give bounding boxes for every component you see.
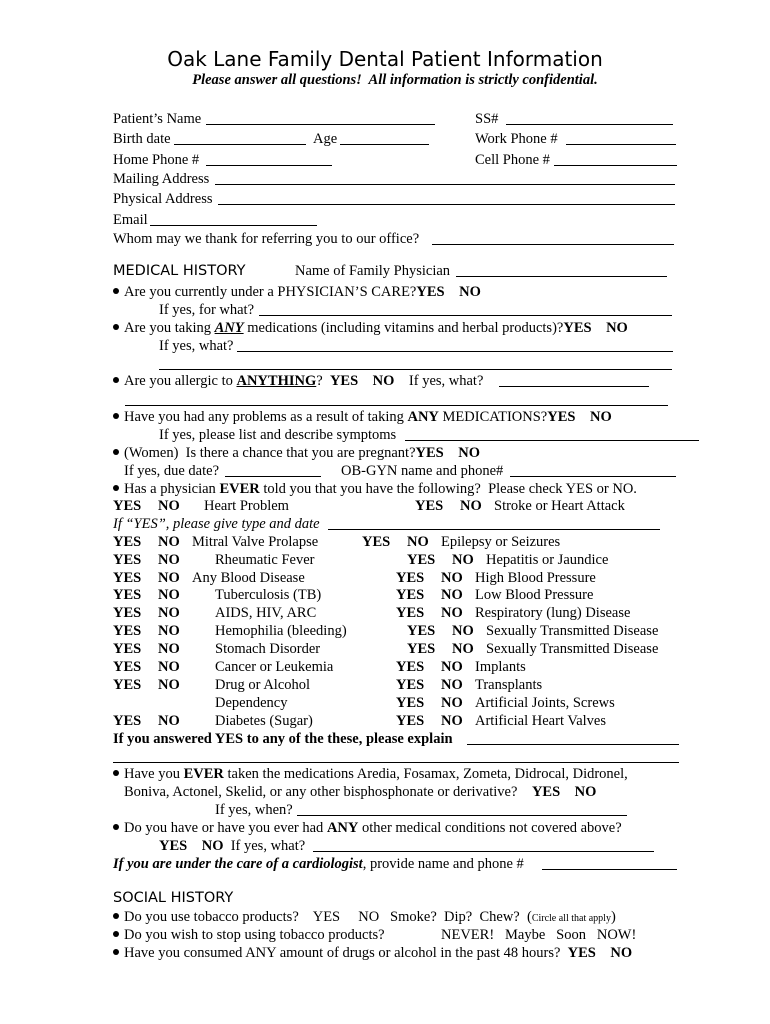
bullet-icon: [113, 931, 119, 937]
physical-address-label: Physical Address: [113, 191, 213, 207]
condition-label: Diabetes (Sugar): [215, 713, 313, 729]
social-history-heading: SOCIAL HISTORY: [113, 890, 234, 906]
condition-label: Transplants: [475, 677, 543, 693]
condition-label: Mitral Valve Prolapse: [192, 534, 319, 550]
allergic-extra-line[interactable]: [125, 405, 668, 406]
no-option[interactable]: NO: [459, 284, 481, 300]
question-problems: Have you had any problems as a result of taking ANY MEDICATIONS?YES NO: [113, 408, 612, 426]
email-label: Email: [113, 212, 148, 228]
age-field[interactable]: [340, 144, 429, 145]
question-bisphosphonate: Have you EVER taken the medications Aredia, Fosamax, Zometa, Didrocal, Didronel,: [113, 765, 628, 783]
cell-phone-label: Cell Phone #: [475, 152, 550, 168]
mailing-address-field[interactable]: [215, 184, 675, 185]
no-option[interactable]: NO: [372, 373, 395, 389]
condition-label: Tuberculosis (TB): [215, 587, 322, 603]
bullet-icon: [113, 377, 119, 383]
no-option[interactable]: NO: [201, 838, 224, 854]
bullet-icon: [113, 949, 119, 955]
condition-label: Dependency: [215, 695, 288, 711]
condition-no[interactable]: NO: [158, 677, 180, 693]
cell-phone-field[interactable]: [554, 165, 677, 166]
bullet-icon: [113, 449, 119, 455]
form-subtitle: Please answer all questions! All information is strictly confidential.: [192, 72, 598, 88]
birth-date-field[interactable]: [174, 144, 306, 145]
obgyn-field[interactable]: [510, 476, 676, 477]
condition-no[interactable]: NO: [452, 623, 474, 639]
care-ifyes-label: If yes, for what?: [159, 302, 255, 318]
no-option[interactable]: NO: [458, 445, 480, 461]
yes-option[interactable]: YES: [547, 409, 576, 425]
condition-label: Sexually Transmitted Disease: [486, 641, 659, 657]
cardiologist-label: If you are under the care of a cardiologist, provide name and phone #: [113, 856, 524, 872]
referral-field[interactable]: [432, 244, 674, 245]
condition-no[interactable]: NO: [158, 570, 180, 586]
condition-no[interactable]: NO: [158, 534, 180, 550]
condition-yes[interactable]: YES: [396, 713, 425, 729]
stop-options[interactable]: NEVER! Maybe Soon NOW!: [441, 927, 637, 943]
bullet-icon: [113, 824, 119, 830]
condition-label: Stomach Disorder: [215, 641, 321, 657]
no-option[interactable]: NO: [606, 320, 628, 336]
condition-label: Respiratory (lung) Disease: [475, 605, 631, 621]
condition-label: Heart Problem: [204, 498, 289, 514]
problems-ifyes-label: If yes, please list and describe symptoms: [159, 427, 397, 443]
condition-label: Rheumatic Fever: [215, 552, 315, 568]
condition-yes[interactable]: YES: [113, 623, 142, 639]
condition-yes[interactable]: YES: [113, 605, 142, 621]
question-stop-tobacco: Do you wish to stop using tobacco products?: [113, 926, 385, 944]
condition-yes[interactable]: YES: [113, 498, 142, 514]
bullet-icon: [113, 913, 119, 919]
if-yes-type-date: If “YES”, please give type and date: [113, 516, 320, 532]
physical-address-field[interactable]: [218, 204, 675, 205]
yes-option[interactable]: YES: [416, 284, 445, 300]
question-drugs-alcohol: Have you consumed ANY amount of drugs or alcohol in the past 48 hours? YES NO: [113, 944, 632, 962]
other-conditions-field[interactable]: [313, 851, 654, 852]
due-date-field[interactable]: [225, 476, 321, 477]
if-yes-type-field[interactable]: [328, 529, 660, 530]
condition-label: AIDS, HIV, ARC: [215, 605, 317, 621]
condition-yes[interactable]: YES: [396, 605, 425, 621]
due-date-label: If yes, due date?: [124, 463, 220, 479]
explain-label: If you answered YES to any of the these, please explain: [113, 731, 453, 747]
condition-label: Drug or Alcohol: [215, 677, 311, 693]
condition-yes[interactable]: YES: [396, 659, 425, 675]
yes-option[interactable]: YES: [531, 784, 561, 800]
condition-label: Hemophilia (bleeding): [215, 623, 347, 639]
other-conditions-answer: YES NO If yes, what?: [159, 838, 306, 854]
yes-option[interactable]: YES: [563, 320, 592, 336]
question-other-conditions: Do you have or have you ever had ANY other medical conditions not covered above?: [113, 819, 622, 837]
bullet-icon: [113, 288, 119, 294]
patient-name-label: Patient’s Name: [113, 111, 202, 127]
condition-no[interactable]: NO: [441, 587, 463, 603]
condition-no[interactable]: NO: [441, 659, 463, 675]
condition-no[interactable]: NO: [407, 534, 429, 550]
allergic-ifyes-field[interactable]: [499, 386, 649, 387]
condition-yes[interactable]: YES: [113, 713, 142, 729]
condition-label: Sexually Transmitted Disease: [486, 623, 659, 639]
explain-extra-line[interactable]: [113, 762, 679, 763]
condition-yes[interactable]: YES: [113, 587, 142, 603]
question-bisphosphonate-line2: Boniva, Actonel, Skelid, or any other bisphosphonate or derivative? YES NO: [124, 784, 597, 800]
no-option[interactable]: NO: [589, 409, 612, 425]
condition-label: Epilepsy or Seizures: [441, 534, 561, 550]
question-physician-care: Are you currently under a PHYSICIAN’S CARE?YES NO: [113, 283, 481, 301]
condition-no[interactable]: NO: [158, 641, 180, 657]
condition-yes[interactable]: YES: [407, 623, 436, 639]
condition-no[interactable]: NO: [452, 641, 474, 657]
condition-yes[interactable]: YES: [113, 641, 142, 657]
no-option[interactable]: NO: [610, 945, 633, 961]
condition-no[interactable]: NO: [441, 605, 463, 621]
condition-yes[interactable]: YES: [362, 534, 391, 550]
yes-option[interactable]: YES: [567, 945, 596, 961]
condition-no[interactable]: NO: [452, 552, 474, 568]
form-title: Oak Lane Family Dental Patient Information: [167, 47, 603, 71]
condition-yes[interactable]: YES: [396, 695, 425, 711]
question-tobacco: Do you use tobacco products? YES NO Smoke? Dip? Chew? (Circle all that apply): [113, 908, 616, 928]
birth-date-label: Birth date: [113, 131, 171, 147]
condition-yes[interactable]: YES: [113, 534, 142, 550]
bullet-icon: [113, 485, 119, 491]
yes-option[interactable]: YES: [415, 445, 444, 461]
care-ifyes-field[interactable]: [259, 315, 672, 316]
ss-label: SS#: [475, 111, 499, 127]
condition-yes[interactable]: YES: [113, 659, 142, 675]
problems-ifyes-field[interactable]: [405, 440, 699, 441]
condition-no[interactable]: NO: [158, 498, 180, 514]
bullet-icon: [113, 413, 119, 419]
condition-label: Low Blood Pressure: [475, 587, 594, 603]
condition-yes[interactable]: YES: [396, 570, 425, 586]
condition-yes[interactable]: YES: [113, 677, 142, 693]
home-phone-field[interactable]: [206, 165, 332, 166]
bisph-when-field[interactable]: [297, 815, 627, 816]
condition-no[interactable]: NO: [158, 713, 180, 729]
no-option[interactable]: NO: [574, 784, 597, 800]
question-medications: Are you taking ANY medications (including vitamins and herbal products)?YES NO: [113, 319, 628, 337]
explain-field[interactable]: [467, 744, 679, 745]
condition-yes[interactable]: YES: [407, 552, 436, 568]
mailing-address-label: Mailing Address: [113, 171, 210, 187]
work-phone-label: Work Phone #: [475, 131, 558, 147]
condition-no[interactable]: NO: [158, 623, 180, 639]
patient-name-field[interactable]: [206, 124, 435, 125]
condition-yes[interactable]: YES: [407, 641, 436, 657]
condition-no[interactable]: NO: [441, 713, 463, 729]
condition-label: Stroke or Heart Attack: [494, 498, 625, 514]
cardiologist-field[interactable]: [542, 869, 677, 870]
question-allergic: Are you allergic to ANYTHING? YES NO If yes, what?: [113, 372, 483, 390]
condition-yes[interactable]: YES: [415, 498, 444, 514]
condition-label: Artificial Heart Valves: [475, 713, 606, 729]
condition-no[interactable]: NO: [441, 570, 463, 586]
condition-yes[interactable]: YES: [396, 677, 425, 693]
ss-field[interactable]: [506, 124, 673, 125]
condition-no[interactable]: NO: [441, 677, 463, 693]
meds-extra-line[interactable]: [159, 369, 672, 370]
medical-history-heading: MEDICAL HISTORY: [113, 263, 246, 279]
yes-option[interactable]: YES: [159, 838, 188, 854]
condition-label: High Blood Pressure: [475, 570, 596, 586]
family-physician-field[interactable]: [456, 276, 667, 277]
condition-label: Cancer or Leukemia: [215, 659, 334, 675]
condition-yes[interactable]: YES: [396, 587, 425, 603]
condition-no[interactable]: NO: [460, 498, 482, 514]
meds-ifyes-label: If yes, what?: [159, 338, 234, 354]
question-ever-told: Has a physician EVER told you that you have the following? Please check YES or NO.: [113, 480, 637, 498]
bullet-icon: [113, 324, 119, 330]
condition-label: Hepatitis or Jaundice: [486, 552, 609, 568]
obgyn-label: OB-GYN name and phone#: [341, 463, 504, 479]
yes-option[interactable]: YES: [329, 373, 359, 389]
family-physician-label: Name of Family Physician: [295, 263, 451, 279]
condition-no[interactable]: NO: [158, 552, 180, 568]
age-label: Age: [313, 131, 338, 147]
work-phone-field[interactable]: [566, 144, 676, 145]
bisph-when-label: If yes, when?: [215, 802, 293, 818]
condition-label: Implants: [475, 659, 526, 675]
condition-label: Artificial Joints, Screws: [475, 695, 615, 711]
condition-no[interactable]: NO: [158, 587, 180, 603]
bullet-icon: [113, 770, 119, 776]
meds-ifyes-field[interactable]: [237, 351, 673, 352]
question-pregnant: (Women) Is there a chance that you are pregnant?YES NO: [113, 444, 480, 462]
email-field[interactable]: [150, 225, 317, 226]
condition-no[interactable]: NO: [158, 659, 180, 675]
referral-label: Whom may we thank for referring you to our office?: [113, 231, 420, 247]
condition-no[interactable]: NO: [441, 695, 463, 711]
condition-no[interactable]: NO: [158, 605, 180, 621]
condition-yes[interactable]: YES: [113, 552, 142, 568]
home-phone-label: Home Phone #: [113, 152, 200, 168]
condition-yes[interactable]: YES: [113, 570, 142, 586]
condition-label: Any Blood Disease: [192, 570, 305, 586]
